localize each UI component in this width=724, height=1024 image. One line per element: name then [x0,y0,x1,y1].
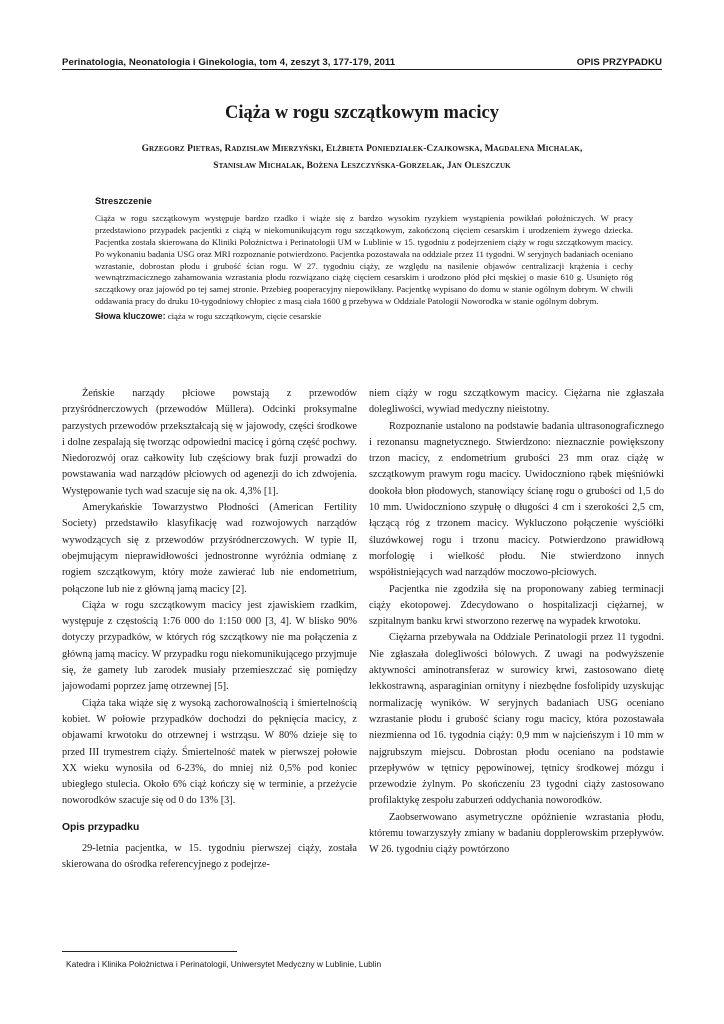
paragraph: Ciężarna przebywała na Oddziale Perinatologii przez 11 tygodni. Nie zgłaszała dolegliwości bólowych. Z uwagi na podwyższenie aktywności aminotransferaz w surowicy krwi, zastosowano dietę lekkostrawną, asparaginian ornityny i niezbędne fosfolipidy uzyskując normalizację wyników. W seryjnych badaniach USG oceniano wzrastanie płodu i grubość ściany rogu macicy, która pozostawała niezmienna od 16. tygodnia ciąży: 0,9 mm w najcieńszym i 10 mm w najgrubszym miejscu. Dobrostan płodu oceniano na podstawie przepływów w tętnicy pępowinowej, tętnicy środkowej mózgu i przewodzie żylnym. Po skończeniu 23 tygodni ciąży zastosowano profilaktykę zespołu zaburzeń oddychania noworodków. [369,632,664,807]
paragraph: Żeńskie narządy płciowe powstają z przewodów przyśródnerczowych (przewodów Müllera). Odcinki proksymalne parzystych przewodów przekształcają się w jajowody, części środkowe i dolne zespalają się tworząc odpowiedni macicę i górną część pochwy. Niedorozwój oraz całkowity lub częściowy brak fuzji prowadzi do powstawania wad narządów płciowych od agenezji do ich zdwojenia. Występowanie tych wad szacuje się na ok. 4,3% [1]. [62,388,357,497]
paragraph: Amerykańskie Towarzystwo Płodności (American Fertility Society) przedstawiło klasyfikację wad rozwojowych narządów wywodzących się z przewodów przyśródnerczowych. W typie II, obejmującym nieprawidłowości jednostronne wyróżnia odmianę z rogiem szczątkowym, który może zawierać lub nie endometrium, połączone lub nie z główną jamą macicy [2]. [62,502,357,595]
paragraph: Pacjentka nie zgodziła się na proponowany zabieg terminacji ciąży ekotopowej. Zdecydowano o hospitalizacji ciężarnej, w szpitalnym banku krwi stworzono rezerwę na wypadek krwotoku. [369,583,664,628]
journal-citation: Perinatologia, Neonatologia i Ginekologia, tom 4, zeszyt 3, 177-179, 2011 [62,57,396,68]
article-title: Ciąża w rogu szczątkowym macicy [224,103,499,123]
abstract-block [95,195,633,323]
affiliation-footnote: Katedra i Klinika Położnictwa i Perinatologii, Uniwersytet Medyczny w Lublinie, Lublin [66,959,382,969]
header-rule [62,69,662,70]
abstract-heading: Streszczenie [95,195,152,206]
paragraph: Ciąża taka wiąże się z wysoką zachorowalnością i śmiertelnością kobiet. W połowie przypadków dochodzi do pęknięcia macicy, z objawami krwotoku do otrzewnej i wstrząsu. W 80% dzieje się to przed III trymestrem ciąży. Śmiertelność matek w pierwszej połowie XX wieku wynosiła od 6-23%, do mniej niż 0,5% pod koniec ubiegłego stulecia. Około 6% ciąż kończy się w terminie, a przeżycie noworodków szacuje się od 0 do 13% [3]. [62,697,357,807]
body-column-left [62,386,357,874]
running-header [62,52,662,68]
body-column-right [369,386,664,859]
authors-line-2: Stanisław Michalak, Bożena Leszczyńska-Gorzelak, Jan Oleszczuk [213,161,511,171]
article-type-label: OPIS PRZYPADKU [576,57,662,68]
author-list [70,141,654,175]
paragraph: niem ciąży w rogu szczątkowym macicy. Ciężarna nie zgłaszała dolegliwości, wywiad medyczny nieistotny. [369,388,664,416]
keywords-line [95,311,633,323]
footnote-rule [62,951,237,952]
abstract-text: Ciąża w rogu szczątkowym występuje bardzo rzadko i wiąże się z bardzo wysokim ryzykiem wystąpienia powikłań położniczych. W pracy przedstawiono przypadek pacjentki z ciążą w niekomunikującym rogu szczątkowym, zakończoną cięciem cesarskim i urodzeniem żywego dziecka. Pacjentka została skierowana do Kliniki Położnictwa i Perinatologii UM w Lublinie w 15. tygodniu z podejrzeniem ciąży w rogu szczątkowym macicy. Po wykonaniu badania USG oraz MRI rozpoznanie potwierdzono. Pacjentka pozostawała na oddziale przez 11 tygodni. W seryjnych badaniach oceniano wzrastanie, dobrostan płodu i grubość ścian rogu. W 27. tygodniu ciąży, ze względu na nasilenie objawów centralizacji krążenia i cechy wewnątrzmacicznego zahamowania wzrastania płodu rozwiązano ciążę cięciem cesarskim i urodzono płód płci męskiej o masie 610 g. Usunięto róg szczątkowy oraz jajowód po tej samej stronie. Przebieg pooperacyjny niepowikłany. Pacjentkę wypisano do domu w stanie ogólnym dobrym. W chwili oddawania pracy do druku 10-tygodniowy chłopiec z masą ciała 1600 g przebywa w Oddziale Patologii Noworodka w stanie ogólnym dobrym. [95,212,633,307]
keywords-label: Słowa kluczowe: [95,311,166,322]
paragraph: Rozpoznanie ustalono na podstawie badania ultrasonograficznego i rezonansu magnetycznego. Stwierdzono: nieznacznie powiększony trzon macicy, z endometrium grubości 23 mm oraz ciążę w szczątkowym prawym rogu macicy. Uwidoczniono rąbek mięśniówki dookoła błon płodowych, stanowiący ścianę rogu o grubości od 1,5 do 10 mm. Uwidoczniono szypułę o długości 4 cm i szerokości 2,5 cm, łączącą róg z trzonem macicy. Wykluczono połączenie wyściółki śluzówkowej rogu i trzonu macicy. Potwierdzono prawidłową morfologię i wielkość płodu. Nie stwierdzono innych współistniejących wad narządów moczowo-płciowych. [369,420,664,579]
paragraph: 29-letnia pacjentka, w 15. tygodniu pierwszej ciąży, została skierowana do ośrodka referencyjnego z podejrze- [62,843,357,871]
keywords-text: ciąża w rogu szczątkowym, cięcie cesarskie [167,311,322,322]
paragraph: Zaobserwowano asymetryczne opóźnienie wzrastania płodu, któremu towarzyszyły zmiany w badaniu dopplerowskim przepływów. W 26. tygodniu ciąży powtórzono [369,811,664,856]
section-heading: Opis przypadku [62,821,140,833]
authors-line-1: Grzegorz Pietras, Radzisław Mierzyński, Elżbieta Poniedziałek-Czajkowska, Magdalena Michalak, [141,144,583,154]
paragraph: Ciąża w rogu szczątkowym macicy jest zjawiskiem rzadkim, występuje z częstością 1:76 000 do 1:150 000 [3, 4]. W blisko 90% dotyczy przypadków, w których róg szczątkowy nie ma połączenia z główną jamą macicy. W przypadku rogu niekomunikującego przyjmuje się, że gamety lub zarodek musiały przemieszczać się pomiędzy jajowodami poprzez jamę otrzewnej [5]. [62,599,357,693]
